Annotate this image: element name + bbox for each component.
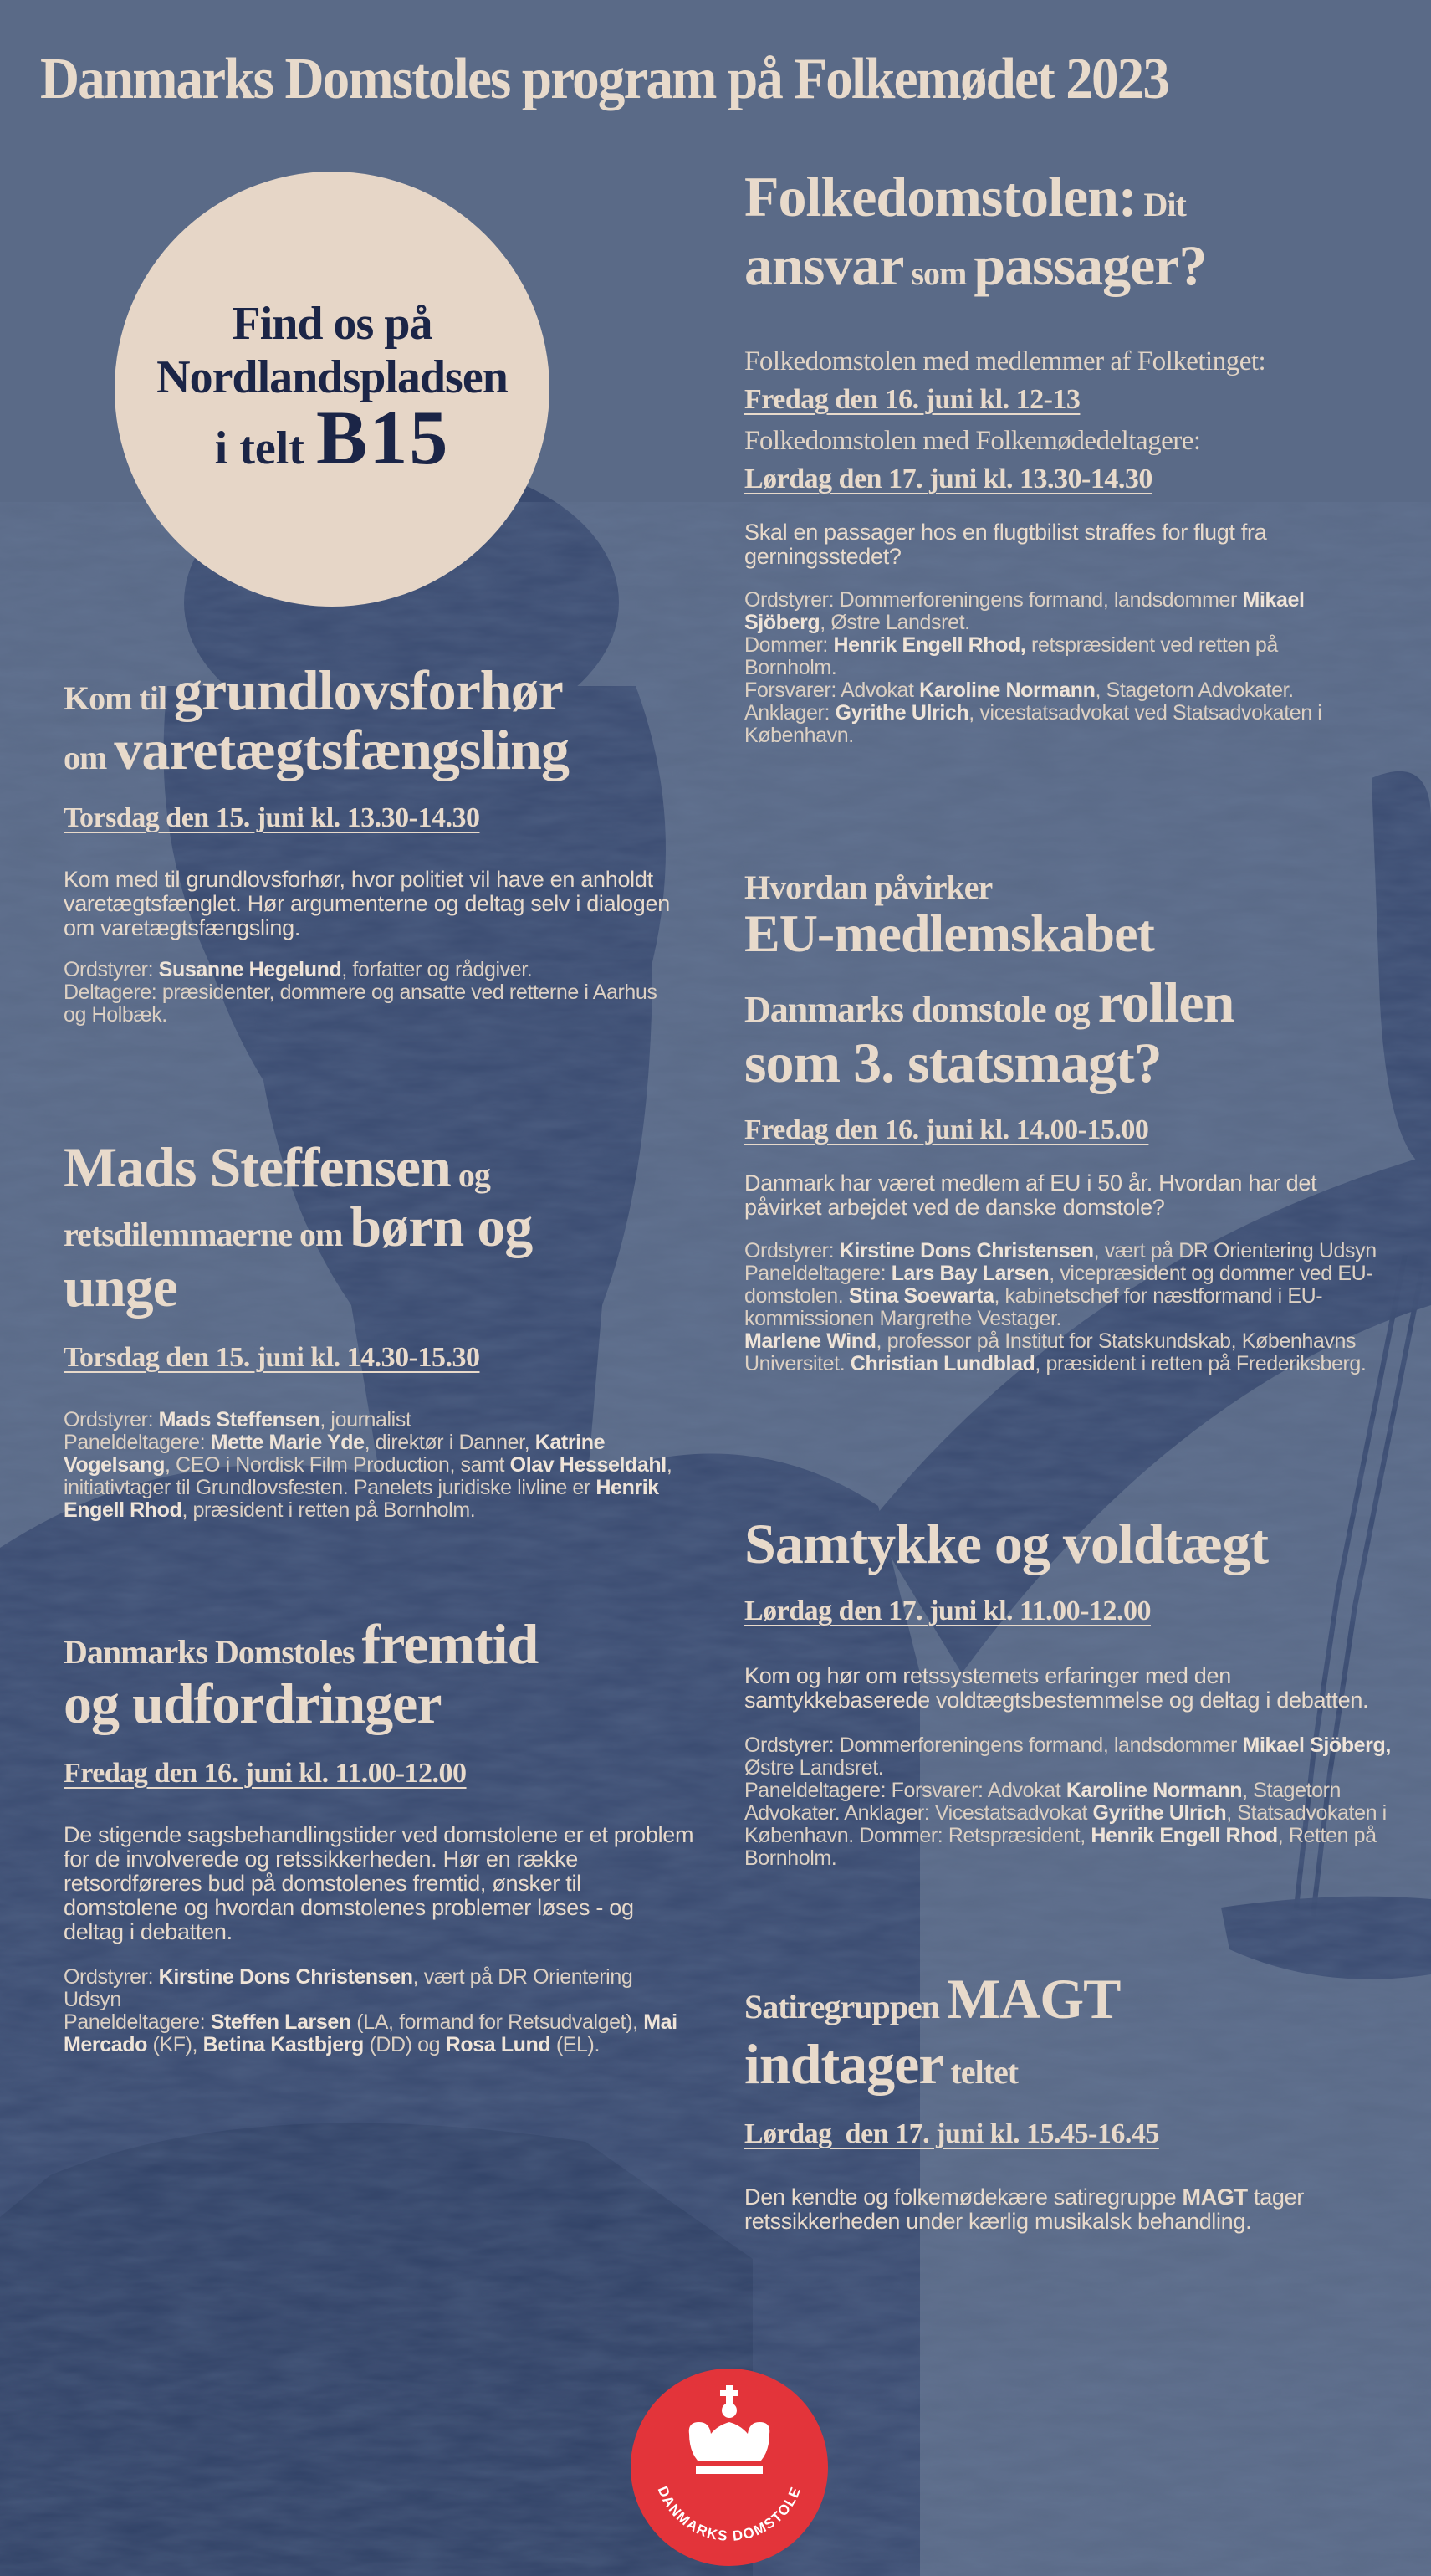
event-date: Lørdag den 17. juni kl. 15.45-16.45 — [744, 2118, 1159, 2150]
session-2-date: Lørdag den 17. juni kl. 13.30-14.30 — [744, 463, 1152, 495]
event-born-og-unge — [64, 1135, 699, 1523]
title-part: børn og — [350, 1195, 533, 1259]
panelist-role: , vicepræsident og dommer ved EU-domstolen. — [744, 1261, 1373, 1308]
event-description: Kom med til grundlovsforhør, hvor politiet vil have en anholdt varetægtsfænglet. Hør argumenterne og deltag selv i dialogen om varetægtsfængsling. — [64, 866, 670, 940]
panelist-role: (LA, formand for Retsudvalget), — [350, 2010, 644, 2034]
title-part: passager? — [974, 233, 1207, 297]
role-detail: , Stagetorn Advokater. — [1095, 679, 1294, 703]
role-detail: , vicestatsadvokat ved Statsadvokaten i København. — [744, 701, 1322, 748]
panelist-name: Rosa Lund — [445, 2032, 551, 2056]
event-credits — [744, 1734, 1397, 1870]
title-part: Danmarks Domstoles — [64, 1633, 362, 1671]
title-part: fremtid — [361, 1612, 539, 1676]
panelist-role: , præsident i retten på Frederiksberg. — [1035, 1351, 1367, 1375]
role-label: Ordstyrer: Dommerforeningens formand, landsdommer — [744, 588, 1243, 612]
description-bold: MAGT — [1182, 2184, 1248, 2210]
event-credits — [744, 589, 1363, 747]
role-name: Mikael Sjöberg — [744, 588, 1305, 635]
event-magt — [744, 1966, 1405, 2234]
panelist-role: , CEO i Nordisk Film Production, samt — [164, 1453, 510, 1477]
panelist-name: Henrik Engell Rhod — [64, 1476, 659, 1523]
participants: Deltagere: præsidenter, dommere og ansatte ved retterne i Aarhus og Holbæk. — [64, 980, 657, 1027]
panelist-role: , præsident i retten på Bornholm. — [181, 1498, 476, 1523]
event-description — [744, 2185, 1380, 2234]
panel-label: Paneldeltagere: — [64, 2010, 211, 2034]
panel-label: Paneldeltagere: — [64, 1431, 211, 1455]
title-part: MAGT — [946, 1967, 1121, 2031]
panelist-name: Henrik Engell Rhod — [1091, 1824, 1278, 1848]
panelist-name: Karoline Normann — [1066, 1779, 1243, 1803]
moderator-name: Kirstine Dons Christensen — [158, 1964, 413, 1989]
event-folkedomstolen — [744, 163, 1405, 747]
title-part: retsdilemmaerne om — [64, 1216, 350, 1254]
role-label: Anklager: — [744, 701, 836, 725]
panelist-name: Betina Kastbjerg — [202, 2032, 364, 2056]
title-part: grundlovsforhør — [173, 658, 563, 722]
event-date: Torsdag den 15. juni kl. 14.30-15.30 — [64, 1342, 480, 1374]
event-title — [64, 1612, 699, 1736]
badge-line-3 — [214, 394, 450, 482]
event-credits — [744, 1240, 1380, 1375]
event-description: Kom og hør om retssystemets erfaringer med den samtykkebaserede voldtægtsbestemmelse og deltag i debatten. — [744, 1663, 1369, 1713]
role-name: Karoline Normann — [919, 679, 1096, 703]
event-grundlovsforhor — [64, 658, 699, 1027]
title-part: teltet — [943, 2053, 1019, 2092]
panelist-name: Mai Mercado — [64, 2010, 677, 2056]
moderator-name: Mads Steffensen — [158, 1408, 320, 1432]
badge-line-1: Find os på — [232, 297, 432, 350]
title-part: indtager — [744, 2032, 943, 2097]
moderator-label: Ordstyrer: — [744, 1238, 840, 1262]
panelist-name: Marlene Wind — [744, 1329, 876, 1353]
panelist-role: (EL). — [550, 2032, 601, 2056]
panelist-role: , initiativtager til Grundlovsfesten. Panelets juridiske livline er — [64, 1453, 672, 1500]
moderator-label: Ordstyrer: — [64, 1408, 159, 1432]
title-part: om — [64, 739, 115, 777]
danmarks-domstole-logo — [629, 2367, 830, 2568]
panelist-role: , Retten på Bornholm. — [744, 1824, 1377, 1871]
moderator-name: Kirstine Dons Christensen — [839, 1238, 1094, 1262]
session-1-date: Fredag den 16. juni kl. 12-13 — [744, 384, 1081, 416]
event-title — [744, 870, 1405, 1093]
event-date: Lørdag den 17. juni kl. 11.00-12.00 — [744, 1595, 1151, 1627]
logo-text: DANMARKS DOMSTOLE — [654, 2484, 805, 2544]
title-part: unge — [64, 1254, 177, 1319]
title-part: varetægtsfængsling — [114, 718, 569, 782]
title-part: EU-medlemskabet — [744, 904, 1154, 963]
event-date: Fredag den 16. juni kl. 11.00-12.00 — [64, 1757, 467, 1789]
panelist-role: , Statsadvokaten i København. Dommer: Retspræsident, — [744, 1801, 1387, 1848]
title-part: Satiregruppen — [744, 1988, 947, 2025]
title-part: Mads Steffensen — [64, 1135, 451, 1199]
moderator-role: , forfatter og rådgiver. — [341, 957, 533, 981]
moderator-label: Ordstyrer: — [64, 957, 159, 981]
session-2-label: Folkedomstolen med Folkemødedeltagere: — [744, 426, 1201, 457]
event-title — [744, 1966, 1405, 2097]
title-part: som 3. statsmagt? — [744, 1030, 1162, 1094]
event-title — [744, 163, 1405, 300]
event-title — [64, 1135, 699, 1319]
title-part: Folkedomstolen: — [744, 165, 1137, 228]
moderator-role: , vært på DR Orientering Udsyn — [1093, 1238, 1377, 1262]
session-1-label: Folkedomstolen med medlemmer af Folketinget: — [744, 346, 1266, 377]
event-credits — [64, 1966, 682, 2056]
title-part: Kom til — [64, 679, 174, 717]
event-fremtid — [64, 1612, 699, 2056]
title-part: rollen — [1097, 970, 1234, 1035]
role-name: Henrik Engell Rhod, — [833, 633, 1026, 658]
panelist-role: , direktør i Danner, — [364, 1431, 535, 1455]
role-detail: , Østre Landsret. — [820, 611, 970, 635]
event-credits — [64, 1409, 682, 1522]
panelist-role: (DD) og — [363, 2032, 446, 2056]
moderator-name: Susanne Hegelund — [158, 957, 342, 981]
event-eu — [744, 870, 1405, 1375]
panelist-name: Olav Hesseldahl — [509, 1453, 667, 1477]
title-part: og udfordringer — [64, 1672, 442, 1736]
badge-tent-label: i telt — [214, 422, 304, 474]
panel-label: Paneldeltagere: — [744, 1261, 892, 1285]
panelist-role: , Stagetorn Advokater. Anklager: Vicestatsadvokat — [744, 1779, 1342, 1826]
role-detail: retspræsident ved retten på Bornholm. — [744, 633, 1278, 680]
moderator-label: Ordstyrer: Dommerforeningens formand, landsdommer — [744, 1734, 1243, 1758]
page-title: Danmarks Domstoles program på Folkemødet 2023 — [40, 47, 1169, 111]
badge-line-2: Nordlandspladsen — [156, 351, 508, 403]
moderator-role: , journalist — [319, 1408, 411, 1432]
title-part: Danmarks domstole og — [744, 989, 1098, 1031]
event-samtykke — [744, 1514, 1405, 1870]
title-part: ansvar — [744, 233, 904, 297]
panelist-name: Stina Soewarta — [848, 1283, 994, 1308]
role-name: Gyrithe Ulrich — [835, 701, 969, 725]
moderator-label: Ordstyrer: — [64, 1964, 159, 1989]
title-part: Samtykke og voldtægt — [744, 1512, 1269, 1575]
panelist-role: , professor på Institut for Statskundskab, Københavns Universitet. — [744, 1329, 1357, 1375]
panelist-name: Katrine Vogelsang — [64, 1431, 606, 1477]
event-title — [744, 1514, 1405, 1574]
panelist-name: Steffen Larsen — [210, 2010, 351, 2034]
badge-tent-number: B15 — [315, 394, 450, 480]
panelist-role: (KF), — [147, 2032, 203, 2056]
event-date: Torsdag den 15. juni kl. 13.30-14.30 — [64, 801, 480, 833]
title-part: og — [450, 1156, 490, 1194]
role-label: Dommer: — [744, 633, 834, 658]
event-title — [64, 658, 699, 782]
location-badge — [115, 172, 549, 607]
panelist-name: Christian Lundblad — [850, 1351, 1035, 1375]
title-part: som — [903, 254, 974, 292]
panelist-role: , kabinetschef for næstformand i EU-kommissionen Margrethe Vestager. — [744, 1283, 1323, 1330]
event-date: Fredag den 16. juni kl. 14.00-15.00 — [744, 1114, 1149, 1145]
panelist-name: Gyrithe Ulrich — [1092, 1801, 1227, 1826]
panelist-name: Lars Bay Larsen — [891, 1261, 1050, 1285]
title-part: Dit — [1136, 186, 1186, 223]
role-label: Forsvarer: Advokat — [744, 679, 920, 703]
event-description: De stigende sagsbehandlingstider ved domstolene er et problem for de involverede og retssikkerheden. Hør en række retsordføreres bud på domstolenes fremtid, ønsker til domstolene og hvordan domstolenes problemer løses - og deltag i debatten. — [64, 1821, 694, 1944]
title-part: Hvordan påvirker — [744, 868, 993, 906]
event-credits — [64, 959, 682, 1027]
description-text: Den kendte og folkemødekære satiregruppe — [744, 2184, 1183, 2210]
description-text: tager retssikkerheden under kærlig musikalsk behandling. — [744, 2184, 1305, 2235]
moderator-role: Østre Landsret. — [744, 1756, 884, 1780]
panel-label: Paneldeltagere: Forsvarer: Advokat — [744, 1779, 1066, 1803]
event-description: Skal en passager hos en flugtbilist straffes for flugt fra gerningsstedet? — [744, 520, 1267, 570]
event-description: Danmark har været medlem af EU i 50 år. Hvordan har det påvirket arbejdet ved de danske domstole? — [744, 1170, 1317, 1220]
moderator-name: Mikael Sjöberg, — [1242, 1734, 1391, 1758]
panelist-name: Mette Marie Yde — [210, 1431, 365, 1455]
moderator-role: , vært på DR Orientering Udsyn — [64, 1964, 633, 2011]
